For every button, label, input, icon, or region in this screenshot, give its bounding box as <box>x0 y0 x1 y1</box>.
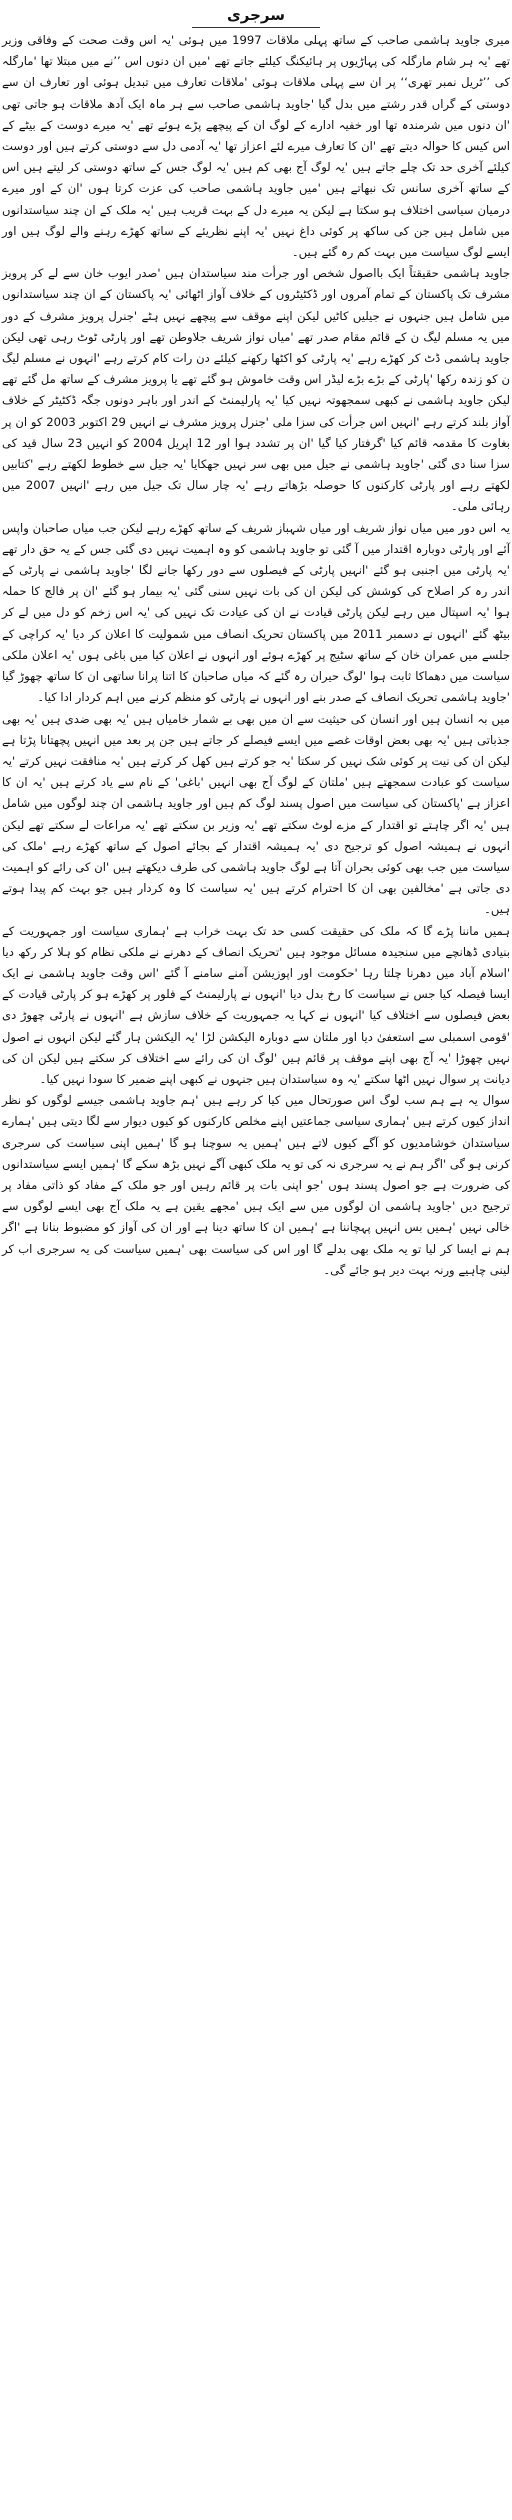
article-paragraph: یہ اس دور میں میاں نواز شریف اور میاں شہباز شریف کے ساتھ کھڑے رہے لیکن جب میاں صاحبان واپس آئے اور پارٹی دوبارہ اقتدار میں آ گئی تو جاوید ہاشمی کو وہ اہمیت نہیں دی گئی جس کے یہ حق دار تھے 'یہ پارٹی میں اجنبی ہو گئے 'انہیں پارٹی کے فیصلوں سے دور رکھا جانے لگا 'جاوید ہاشمی نے پارٹی کے اندر رہ کر اصلاح کی کوشش کی لیکن ان کی بات نہیں سنی گئی 'یہ بیمار ہو گئے 'ان پر فالج کا حملہ ہوا 'یہ اسپتال میں رہے لیکن پارٹی قیادت نے ان کی عیادت تک نہیں کی 'یہ اس زخم کو دل میں لے کر بیٹھ گئے 'انہوں نے دسمبر 2011 میں پاکستان تحریک انصاف میں شمولیت کا اعلان کر دیا 'یہ کراچی کے جلسے میں عمران خان کے ساتھ سٹیج پر کھڑے ہوئے اور انہوں نے اعلان کیا میں باغی ہوں 'یہ اعلان ملکی سیاست میں دھماکا ثابت ہوا 'لوگ حیران رہ گئے کہ میاں صاحبان کا اتنا پرانا ساتھی ان کا ساتھ چھوڑ گیا 'جاوید ہاشمی تحریک انصاف کے صدر بنے اور انہوں نے پارٹی کو منظم کرنے میں اہم کردار ادا کیا۔ <box>2 520 510 705</box>
article-title: سرجری <box>227 6 285 24</box>
title-underline <box>192 27 320 28</box>
article-paragraph: سوال یہ ہے ہم سب لوگ اس صورتحال میں کیا کر رہے ہیں 'ہم جاوید ہاشمی جیسے لوگوں کو نظر انداز کیوں کرتے ہیں 'ہماری سیاسی جماعتیں اپنے مخلص کارکنوں کو کیوں دیوار سے لگا دیتی ہیں 'ہمارے سیاستدان خوشامدیوں کو آگے کیوں لاتے ہیں 'ہمیں یہ سوچنا ہو گا 'ہمیں اپنی سیاست کی سرجری کرنی ہو گی 'اگر ہم نے یہ سرجری نہ کی تو یہ ملک کبھی آگے نہیں بڑھ سکے گا 'ہمیں ایسے سیاستدانوں کی ضرورت ہے جو اصول پسند ہوں 'جو اپنی بات پر قائم رہیں اور جو ملک کے مفاد کو ذاتی مفاد پر ترجیح دیں 'جاوید ہاشمی ان لوگوں میں سے ایک ہیں 'مجھے یقین ہے یہ ملک آج بھی ایسے لوگوں سے خالی نہیں 'ہمیں بس انہیں پہچاننا ہے 'ہمیں ان کا ساتھ دینا ہے اور ان کی آواز کو مضبوط بنانا ہے 'اگر ہم نے ایسا کر لیا تو یہ ملک بھی بدلے گا اور اس کی سیاست بھی 'ہمیں سیاست کی یہ سرجری اب کر لینی چاہیے ورنہ بہت دیر ہو جائے گی۔ <box>2 1093 510 1277</box>
article-body <box>2 30 510 1281</box>
article-paragraph: ہمیں ماننا پڑے گا کہ ملک کی حقیقت کسی حد تک بہت خراب ہے 'ہماری سیاست اور جمہوریت کے بنیادی ڈھانچے میں سنجیدہ مسائل موجود ہیں 'تحریک انصاف کے دھرنے نے ملکی نظام کو ہلا کر رکھ دیا 'اسلام آباد میں دھرنا چلتا رہا 'حکومت اور اپوزیشن آمنے سامنے آ گئے 'اس وقت جاوید ہاشمی نے ایک ایسا فیصلہ کیا جس نے سیاست کا رخ بدل دیا 'انہوں نے پارلیمنٹ کے فلور پر کھڑے ہو کر پارٹی قیادت کے بعض فیصلوں سے اختلاف کیا 'انہوں نے کہا یہ جمہوریت کے خلاف سازش ہے 'انہوں نے پارٹی چھوڑ دی 'قومی اسمبلی سے استعفیٰ دیا اور ملتان سے دوبارہ الیکشن لڑا 'یہ الیکشن ہار گئے لیکن انہوں نے اصول نہیں چھوڑا 'یہ آج بھی اپنے موقف پر قائم ہیں 'لوگ ان کی رائے سے اختلاف کر سکتے ہیں لیکن ان کی دیانت پر سوال نہیں اٹھا سکتے 'یہ وہ سیاستدان ہیں جنہوں نے کبھی اپنے ضمیر کا سودا نہیں کیا۔ <box>2 923 510 1086</box>
article-paragraph: جاوید ہاشمی حقیقتاً ایک بااصول شخص اور جرأت مند سیاستدان ہیں 'صدر ایوب خان سے لے کر پرویز مشرف تک پاکستان کے تمام آمروں اور ڈکٹیٹروں کے خلاف آواز اٹھائی 'یہ پاکستان کے ان چند سیاستدانوں میں شامل ہیں جنہوں نے جیلیں کاٹیں لیکن اپنے موقف سے پیچھے نہیں ہٹے 'جنرل پرویز مشرف کے دور میں یہ مسلم لیگ ن کے قائم مقام صدر تھے 'میاں نواز شریف جلاوطن تھے اور پارٹی ٹوٹ رہی تھی لیکن جاوید ہاشمی ڈٹ کر کھڑے رہے 'یہ پارٹی کو اکٹھا رکھنے کیلئے دن رات کام کرتے رہے 'انہوں نے مسلم لیگ ن کو زندہ رکھا 'پارٹی کے بڑے بڑے لیڈر اس وقت خاموش ہو گئے تھے یا پرویز مشرف کے ساتھ مل گئے تھے لیکن جاوید ہاشمی نے کبھی سمجھوتہ نہیں کیا 'یہ پارلیمنٹ کے اندر اور باہر دونوں جگہ ڈکٹیٹر کے خلاف آواز بلند کرتے رہے 'انہیں اس جرأت کی سزا ملی 'جنرل پرویز مشرف نے انہیں 29 اکتوبر 2003 کو ان پر بغاوت کا مقدمہ قائم کیا 'گرفتار کیا گیا 'ان پر تشدد ہوا اور 12 اپریل 2004 کو انہیں 23 سال قید کی سزا سنا دی گئی 'جاوید ہاشمی نے جیل میں بھی سر نہیں جھکایا 'یہ جیل سے خطوط لکھتے رہے 'کتابیں لکھتے رہے اور پارٹی کارکنوں کا حوصلہ بڑھاتے رہے 'یہ چار سال تک جیل میں رہے 'انہیں 2007 میں رہائی ملی۔ <box>2 266 510 514</box>
article-paragraph: میری جاوید ہاشمی صاحب کے ساتھ پہلی ملاقات 1997 میں ہوئی 'یہ اس وقت صحت کے وفاقی وزیر تھے 'یہ ہر شام مارگلہ کی پہاڑیوں پر ہائیکنگ کیلئے جاتے تھے 'میں ان دنوں اس ’’نے میں مبتلا تھا 'مارگلہ کی ’’ٹریل نمبر تھری‘‘ پر ان سے پہلی ملاقات ہوئی 'ملاقات تعارف میں تبدیل ہوئی اور تعارف ان سے دوستی کے گراں قدر رشتے میں بدل گیا 'جاوید ہاشمی صاحب سے ہر ماہ ایک آدھ ملاقات ہو جاتی تھی 'ان دنوں میں شرمندہ تھا اور خفیہ ادارے کے لوگ ان کے پیچھے پڑے ہوئے تھے 'یہ میرے دوست کے بیٹے کے اس کیس کا حوالہ دیتے تھے 'ان کا تعارف میرے لئے اعزاز تھا 'یہ آدمی دل سے دوستی کرتے ہیں اور دوست کیلئے آخری حد تک چلے جاتے ہیں 'یہ لوگ آج بھی کم ہیں 'یہ لوگ جس کے ساتھ دوستی کر لیتے ہیں اس کے ساتھ آخری سانس تک نبھاتے ہیں 'میں جاوید ہاشمی صاحب کی عزت کرتا ہوں 'ان کے اور میرے درمیان سیاسی اختلاف ہو سکتا ہے لیکن یہ میرے دل کے بہت قریب ہیں 'یہ ملک کے ان چند سیاستدانوں میں شامل ہیں جن کی ساکھ پر کوئی داغ نہیں 'یہ اپنے نظریئے کے ساتھ کھڑے رہنے والے لوگ ہیں اور ایسے لوگ سیاست میں بہت کم رہ گئے ہیں۔ <box>2 33 510 260</box>
article-paragraph: میں بہ انسان ہیں اور انسان کی حیثیت سے ان میں بھی بے شمار خامیاں ہیں 'یہ بھی ضدی ہیں 'یہ بھی جذباتی ہیں 'یہ بھی بعض اوقات غصے میں ایسے فیصلے کر جاتے ہیں جن پر بعد میں انہیں پچھتانا پڑتا ہے لیکن ان کی نیت پر کوئی شک نہیں کر سکتا 'یہ جو کرتے ہیں کھل کر کرتے ہیں 'یہ منافقت نہیں کرتے 'یہ سیاست کو عبادت سمجھتے ہیں 'ملتان کے لوگ آج بھی انہیں 'باغی' کے نام سے یاد کرتے ہیں 'یہ ان کا اعزاز ہے 'پاکستان کی سیاست میں اصول پسند لوگ کم ہیں اور جاوید ہاشمی ان چند لوگوں میں شامل ہیں 'یہ اگر چاہتے تو اقتدار کے مزے لوٹ سکتے تھے 'یہ وزیر بن سکتے تھے 'یہ مراعات لے سکتے تھے لیکن انہوں نے ہمیشہ اصول کو ترجیح دی 'یہ ہمیشہ اقتدار کے بجائے اصول کے ساتھ کھڑے رہے 'ملک کی سیاست میں جب بھی کوئی بحران آتا ہے لوگ جاوید ہاشمی کی طرف دیکھتے ہیں 'ان کی رائے کو اہمیت دی جاتی ہے 'مخالفین بھی ان کا احترام کرتے ہیں 'یہ سیاست کا وہ کردار ہیں جو بہت کم پیدا ہوتے ہیں۔ <box>2 711 510 917</box>
article-header <box>2 0 510 30</box>
